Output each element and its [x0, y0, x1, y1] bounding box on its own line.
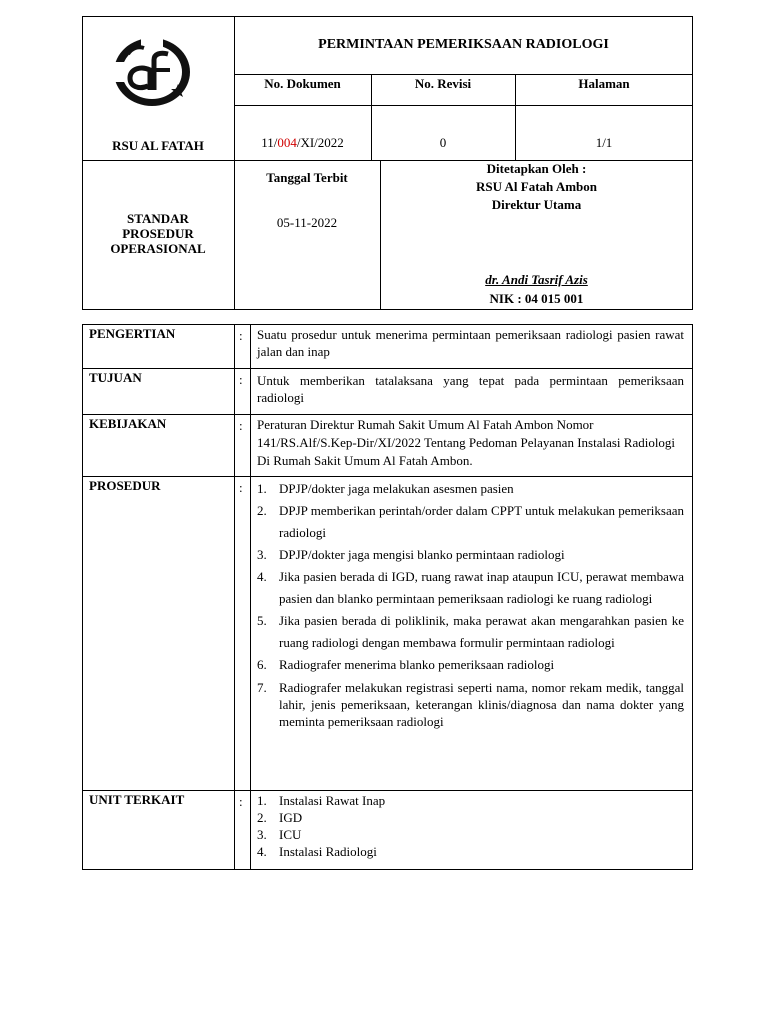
institution-name: RSU Al Fatah Ambon [476, 179, 597, 194]
list-item [257, 809, 684, 826]
item-text: DPJP/dokter jaga melakukan asesmen pasien [279, 481, 514, 496]
label-kebijakan: KEBIJAKAN [89, 416, 167, 431]
label-prosedur: PROSEDUR [89, 478, 161, 493]
row-pengertian [82, 324, 693, 368]
tanggal-terbit-value: 05-11-2022 [276, 215, 338, 230]
list-item [257, 478, 684, 500]
hospital-name: RSU AL FATAH [112, 138, 204, 153]
item-text: DPJP/dokter jaga mengisi blanko permintaan radiologi [279, 547, 565, 562]
document-number [234, 134, 371, 152]
item-text: DPJP memberikan perintah/order dalam CPPT untuk melakukan pemeriksaan radiologi [279, 503, 684, 540]
text-kebijakan: Peraturan Direktur Rumah Sakit Umum Al Fatah Ambon Nomor 141/RS.Alf/S.Kep-Dir/XI/2022 Tentang Pedoman Pelayanan Instalasi Radiologi Di Rumah Sakit Umum Al Fatah Ambon. [257, 417, 676, 468]
signer-name: dr. Andi Tasrif Azis [485, 272, 588, 287]
ditetapkan-label: Ditetapkan Oleh : [486, 161, 587, 176]
row-kebijakan [82, 414, 693, 476]
tanggal-terbit-label: Tanggal Terbit [266, 170, 348, 185]
item-text: Jika pasien berada di IGD, ruang rawat inap ataupun ICU, perawat membawa pasien dan blanko permintaan pemeriksaan radiologi ke ruang radiologi [279, 569, 684, 606]
prosedur-list [257, 478, 684, 730]
spo-line: STANDAR [127, 211, 189, 226]
list-item [257, 792, 684, 809]
revision-value: 0 [439, 135, 447, 150]
doc-number-highlight: 004 [277, 135, 297, 150]
item-text: Jika pasien berada di poliklinik, maka perawat akan mengarahkan pasien ke ruang radiologi dengan membawa formulir permintaan radiologi [279, 613, 684, 650]
doc-number-prefix: 11/ [261, 135, 278, 150]
item-text: Radiografer menerima blanko pemeriksaan radiologi [279, 657, 555, 672]
item-number: 5. [257, 613, 267, 628]
list-item [257, 566, 684, 610]
hospital-logo [108, 32, 196, 112]
list-item [257, 654, 684, 676]
document-title: PERMINTAAN PEMERIKSAAN RADIOLOGI [318, 37, 609, 52]
colon: : [239, 794, 243, 809]
label-unit-terkait: UNIT TERKAIT [89, 792, 185, 807]
item-text: ICU [279, 827, 302, 842]
spo-line: OPERASIONAL [110, 241, 206, 256]
item-text: Radiografer melakukan registrasi seperti nama, nomor rekam medik, tanggal lahir, jenis pemeriksaan, keterangan klinis/diagnosa dan nama dokter yang meminta pemeriksaan radiologi [279, 680, 684, 729]
text-tujuan: Untuk memberikan tatalaksana yang tepat pada permintaan pemeriksaan radiologi [257, 373, 684, 405]
header-divider [234, 16, 235, 310]
row-tujuan [82, 368, 693, 414]
list-item [257, 826, 684, 843]
col-header-dokumen: No. Dokumen [264, 76, 341, 91]
item-number: 6. [257, 657, 267, 672]
label-pengertian: PENGERTIAN [89, 326, 176, 341]
director-title: Direktur Utama [491, 197, 582, 212]
col-header-revisi: No. Revisi [414, 76, 472, 91]
list-item [257, 544, 684, 566]
list-item [257, 679, 684, 730]
header-divider [234, 105, 693, 106]
item-number: 3. [257, 827, 267, 842]
unit-terkait-list [257, 792, 684, 860]
spo-line: PROSEDUR [122, 226, 194, 241]
list-item [257, 843, 684, 860]
item-number: 1. [257, 793, 267, 808]
colon: : [239, 480, 243, 495]
text-pengertian: Suatu prosedur untuk menerima permintaan pemeriksaan radiologi pasien rawat jalan dan inap [257, 327, 684, 359]
col-header-halaman: Halaman [578, 76, 630, 91]
item-text: Instalasi Rawat Inap [279, 793, 386, 808]
row-prosedur [82, 476, 693, 790]
colon: : [239, 418, 243, 433]
item-number: 7. [257, 680, 267, 695]
item-number: 1. [257, 481, 267, 496]
signer-nik: NIK : 04 015 001 [489, 291, 584, 306]
item-text: IGD [279, 810, 303, 825]
page-value: 1/1 [595, 135, 613, 150]
row-unit-terkait [82, 790, 693, 870]
colon: : [239, 328, 243, 343]
item-text: Instalasi Radiologi [279, 844, 377, 859]
spo-title [82, 211, 234, 256]
label-tujuan: TUJUAN [89, 370, 142, 385]
colon: : [239, 372, 243, 387]
list-item [257, 610, 684, 654]
list-item [257, 500, 684, 544]
item-number: 4. [257, 844, 267, 859]
item-number: 2. [257, 810, 267, 825]
doc-number-suffix: /XI/2022 [296, 135, 344, 150]
item-number: 2. [257, 503, 267, 518]
item-number: 4. [257, 569, 267, 584]
item-number: 3. [257, 547, 267, 562]
